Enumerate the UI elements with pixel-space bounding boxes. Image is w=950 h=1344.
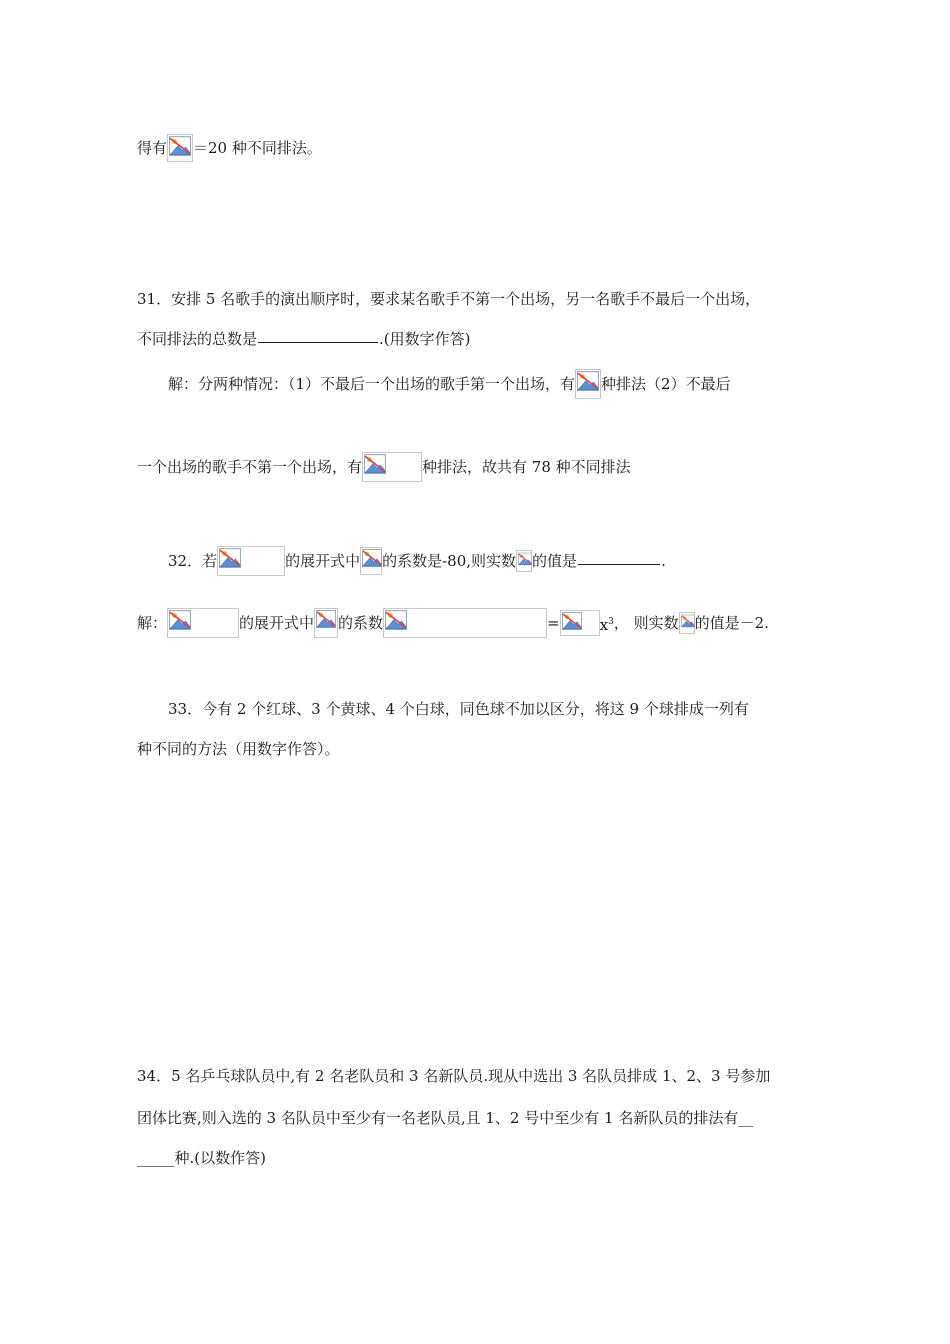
question-text: 的展开式中 bbox=[285, 552, 361, 570]
variable-x: x bbox=[599, 615, 609, 634]
solution-text: 种排法，故共有 78 种不同排法 bbox=[422, 458, 631, 476]
question-text: 的系数是-80,则实数 bbox=[382, 552, 517, 570]
question-text: _____种.(以数作答) bbox=[137, 1149, 266, 1167]
solution-text: 一个出场的歌手不第一个出场，有 bbox=[137, 458, 363, 476]
q32-line-1 bbox=[168, 546, 666, 570]
q33-line-2 bbox=[137, 738, 340, 758]
solution-text: = bbox=[547, 614, 560, 632]
q33-line-1 bbox=[168, 698, 749, 718]
broken-image-icon bbox=[516, 550, 532, 572]
broken-image-icon bbox=[560, 610, 600, 636]
broken-image-icon bbox=[575, 369, 601, 399]
broken-image-icon bbox=[360, 547, 382, 575]
broken-image-icon bbox=[383, 608, 547, 638]
solution-line-30 bbox=[137, 134, 322, 157]
q31-line-2 bbox=[137, 328, 471, 348]
broken-image-icon bbox=[167, 608, 239, 638]
solution-text: ， 则实数 bbox=[613, 614, 679, 632]
answer-blank bbox=[258, 341, 378, 343]
q32-solution-line bbox=[137, 608, 769, 634]
question-text: 不同排法的总数是 bbox=[137, 330, 258, 348]
solution-text: 解：分两种情况：（1）不最后一个出场的歌手第一个出场，有 bbox=[168, 375, 576, 393]
q31-line-1 bbox=[137, 288, 760, 308]
text: ＝20 种不同排法。 bbox=[193, 139, 322, 157]
question-text: 种不同的方法（用数字作答）。 bbox=[137, 740, 340, 758]
broken-image-icon bbox=[167, 134, 193, 162]
q34-line-1 bbox=[137, 1065, 770, 1085]
solution-text: 解： bbox=[137, 614, 168, 632]
text: 得有 bbox=[137, 139, 168, 157]
solution-text: 的展开式中 bbox=[239, 614, 315, 632]
question-text: 31．安排 5 名歌手的演出顺序时，要求某名歌手不第一个出场，另一名歌手不最后一个出场， bbox=[137, 290, 761, 308]
question-text: 32．若 bbox=[168, 552, 218, 570]
question-text: 34．5 名乒乓球队员中,有 2 名老队员和 3 名新队员.现从中选出 3 名队员排成 1、2、3 号参加 bbox=[137, 1067, 771, 1085]
q34-line-2 bbox=[137, 1107, 753, 1127]
solution-text bbox=[600, 612, 614, 635]
exponent: 3 bbox=[608, 616, 614, 627]
question-text: 33．今有 2 个红球、3 个黄球、4 个白球，同色球不加以区分，将这 9 个球排成一列有 bbox=[168, 700, 749, 718]
solution-text: 的值是－2. bbox=[694, 614, 769, 632]
solution-text: 的系数 bbox=[338, 614, 384, 632]
question-text: 的值是 bbox=[532, 552, 578, 570]
q31-solution-line-2 bbox=[137, 452, 631, 476]
answer-blank bbox=[578, 563, 660, 565]
solution-text: 种排法（2）不最后 bbox=[601, 375, 731, 393]
question-text: .(用数字作答) bbox=[379, 330, 471, 348]
broken-image-icon bbox=[679, 612, 695, 634]
broken-image-icon bbox=[217, 546, 285, 576]
question-text: 团体比赛,则入选的 3 名队员中至少有一名老队员,且 1、2 号中至少有 1 名新队员的排法有__ bbox=[137, 1109, 754, 1127]
q31-solution-line-1 bbox=[168, 369, 731, 393]
question-text: . bbox=[661, 552, 666, 570]
q34-line-3 bbox=[137, 1147, 266, 1167]
broken-image-icon bbox=[362, 452, 422, 482]
broken-image-icon bbox=[314, 608, 338, 638]
